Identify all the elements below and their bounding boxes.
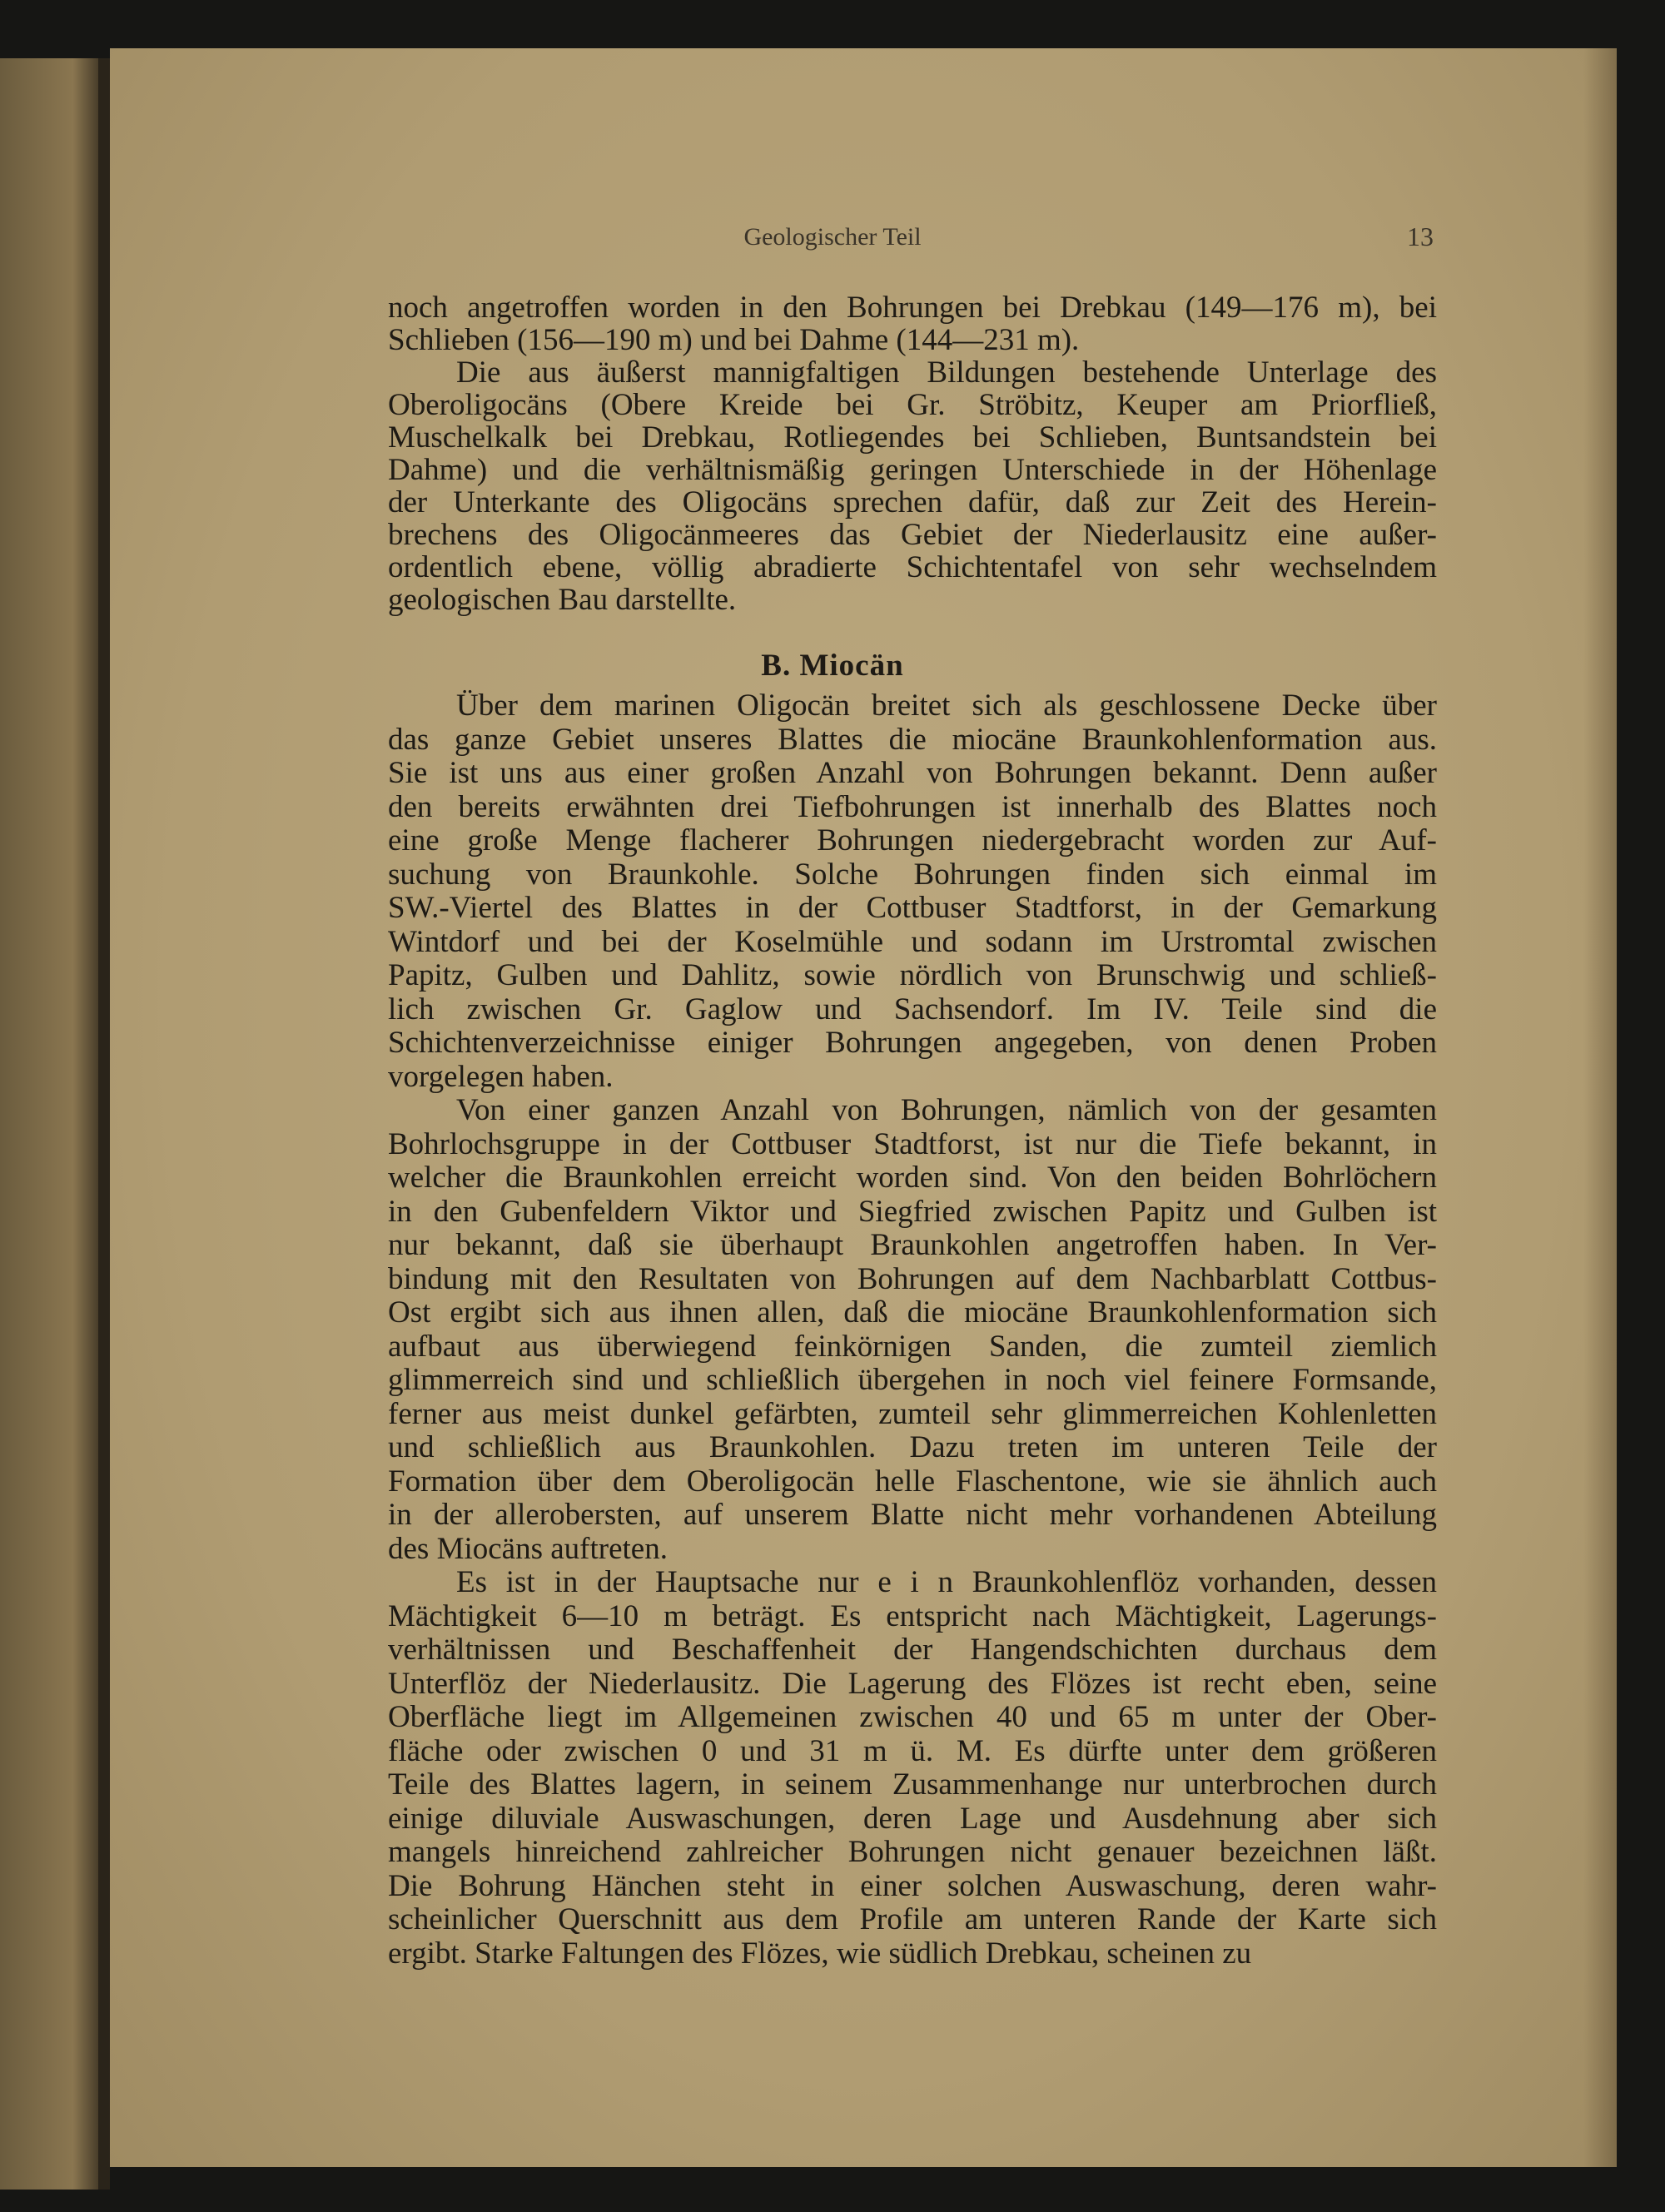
page-edge-shadow [1583, 48, 1617, 2167]
text-line: und schließlich aus Braunkohlen. Dazu treten im unteren Teile der [388, 1430, 1437, 1464]
facing-page-edge [0, 58, 104, 2190]
text-line: ordentlich ebene, völlig abradierte Schichtentafel von sehr wechselndem [388, 550, 1437, 584]
text-line: Es ist in der Hauptsache nur e i n Braunkohlenflöz vorhanden, dessen [456, 1565, 1437, 1599]
text-line: Sie ist uns aus einer großen Anzahl von Bohrungen bekannt. Denn außer [388, 756, 1437, 790]
text-line: Von einer ganzen Anzahl von Bohrungen, nämlich von der gesamten [456, 1093, 1437, 1127]
paragraph [388, 1094, 1437, 1566]
text-line: Papitz, Gulben und Dahlitz, sowie nördlich von Brunschwig und schließ- [388, 958, 1437, 992]
text-line: in den Gubenfeldern Viktor und Siegfried zwischen Papitz und Gulben ist [388, 1194, 1437, 1229]
text-line: Die Bohrung Hänchen steht in einer solchen Auswaschung, deren wahr- [388, 1868, 1437, 1903]
text-line: Wintdorf und bei der Koselmühle und sodann im Urstromtal zwischen [388, 924, 1437, 959]
paragraph [388, 291, 1437, 356]
text-line: Muschelkalk bei Drebkau, Rotliegendes bei Schlieben, Buntsandstein bei [388, 420, 1437, 455]
text-line: Die aus äußerst mannigfaltigen Bildungen bestehende Unterlage des [456, 355, 1437, 390]
text-line: des Miocäns auftreten. [388, 1531, 668, 1566]
text-line: brechens des Oligocänmeeres das Gebiet der Niederlausitz eine außer- [388, 518, 1437, 552]
text-line: scheinlicher Querschnitt aus dem Profile am unteren Rande der Karte sich [388, 1902, 1437, 1936]
text-line: der Unterkante des Oligocäns sprechen dafür, daß zur Zeit des Herein- [388, 485, 1437, 519]
running-head-text: Geologischer Teil [743, 223, 922, 251]
text-block-oligocaen [388, 291, 1437, 616]
text-line: das ganze Gebiet unseres Blattes die miocäne Braunkohlenformation aus. [388, 722, 1437, 757]
text-line: nur bekannt, daß sie überhaupt Braunkohlen angetroffen haben. In Ver- [388, 1228, 1437, 1262]
text-line: geologischen Bau darstellte. [388, 583, 737, 617]
page-number: 13 [1407, 221, 1434, 251]
paragraph [388, 689, 1437, 1094]
text-line: Schlieben (156—190 m) und bei Dahme (144—231 m). [388, 323, 1080, 357]
text-line: lich zwischen Gr. Gaglow und Sachsendorf. Im IV. Teile sind die [388, 992, 1437, 1026]
text-line: SW.-Viertel des Blattes in der Cottbuser Stadtforst, in der Gemarkung [388, 891, 1437, 925]
text-line: Schichtenverzeichnisse einiger Bohrungen angegeben, von denen Proben [388, 1026, 1437, 1060]
text-line: Bohrlochsgruppe in der Cottbuser Stadtforst, ist nur die Tiefe bekannt, in [388, 1126, 1437, 1161]
text-line: verhältnissen und Beschaffenheit der Hangendschichten durchaus dem [388, 1633, 1437, 1667]
text-line: ergibt. Starke Faltungen des Flözes, wie südlich Drebkau, scheinen zu [388, 1936, 1252, 1971]
text-line: Über dem marinen Oligocän breitet sich als geschlossene Decke über [456, 688, 1437, 723]
text-line: Mächtigkeit 6—10 m beträgt. Es entspricht nach Mächtigkeit, Lagerungs- [388, 1598, 1437, 1633]
text-line: eine große Menge flacherer Bohrungen niedergebracht worden zur Auf- [388, 823, 1437, 857]
text-line: glimmerreich sind und schließlich übergehen in noch viel feinere Formsande, [388, 1363, 1437, 1397]
paragraph [388, 356, 1437, 616]
text-line: mangels hinreichend zahlreicher Bohrungen nicht genauer bezeichnen läßt. [388, 1835, 1437, 1869]
text-line: Oberfläche liegt im Allgemeinen zwischen 40 und 65 m unter der Ober- [388, 1700, 1437, 1734]
text-line: suchung von Braunkohle. Solche Bohrungen finden sich einmal im [388, 857, 1437, 892]
book-gutter [98, 58, 110, 2190]
text-line: vorgelegen haben. [388, 1059, 614, 1094]
text-line: Formation über dem Oberoligocän helle Flaschentone, wie sie ähnlich auch [388, 1464, 1437, 1499]
section-heading: B. Miocän [761, 649, 904, 683]
text-line: welcher die Braunkohlen erreicht worden sind. Von den beiden Bohrlöchern [388, 1161, 1437, 1195]
text-line: ferner aus meist dunkel gefärbten, zumteil sehr glimmerreichen Kohlenletten [388, 1396, 1437, 1431]
text-line: Unterflöz der Niederlausitz. Die Lagerung des Flözes ist recht eben, seine [388, 1666, 1437, 1701]
text-line: noch angetroffen worden in den Bohrungen bei Drebkau (149—176 m), bei [388, 291, 1437, 325]
text-line: in der alleroberstеn, auf unserem Blatte nicht mehr vorhandenen Abteilung [388, 1498, 1437, 1532]
text-line: Oberoligocäns (Obere Kreide bei Gr. Ströbitz, Keuper am Priorfließ, [388, 388, 1437, 422]
text-line: Teile des Blattes lagern, in seinem Zusammenhange nur unterbrochen durch [388, 1767, 1437, 1802]
text-line: bindung mit den Resultaten von Bohrungen auf dem Nachbarblatt Cottbus- [388, 1261, 1437, 1296]
text-line: einige diluviale Auswaschungen, deren Lage und Ausdehnung aber sich [388, 1801, 1437, 1836]
text-line: Ost ergibt sich aus ihnen allen, daß die miocäne Braunkohlenformation sich [388, 1295, 1437, 1330]
paragraph [388, 1566, 1437, 1971]
text-line: den bereits erwähnten drei Tiefbohrungen ist innerhalb des Blattes noch [388, 789, 1437, 824]
text-line: fläche oder zwischen 0 und 31 m ü. M. Es dürfte unter dem größeren [388, 1733, 1437, 1768]
text-line: aufbaut aus überwiegend feinkörnigen Sanden, die zumteil ziemlich [388, 1329, 1437, 1364]
text-line: Dahme) und die verhältnismäßig geringen Unterschiede in der Höhenlage [388, 453, 1437, 487]
text-block-miocaen [388, 689, 1437, 1971]
